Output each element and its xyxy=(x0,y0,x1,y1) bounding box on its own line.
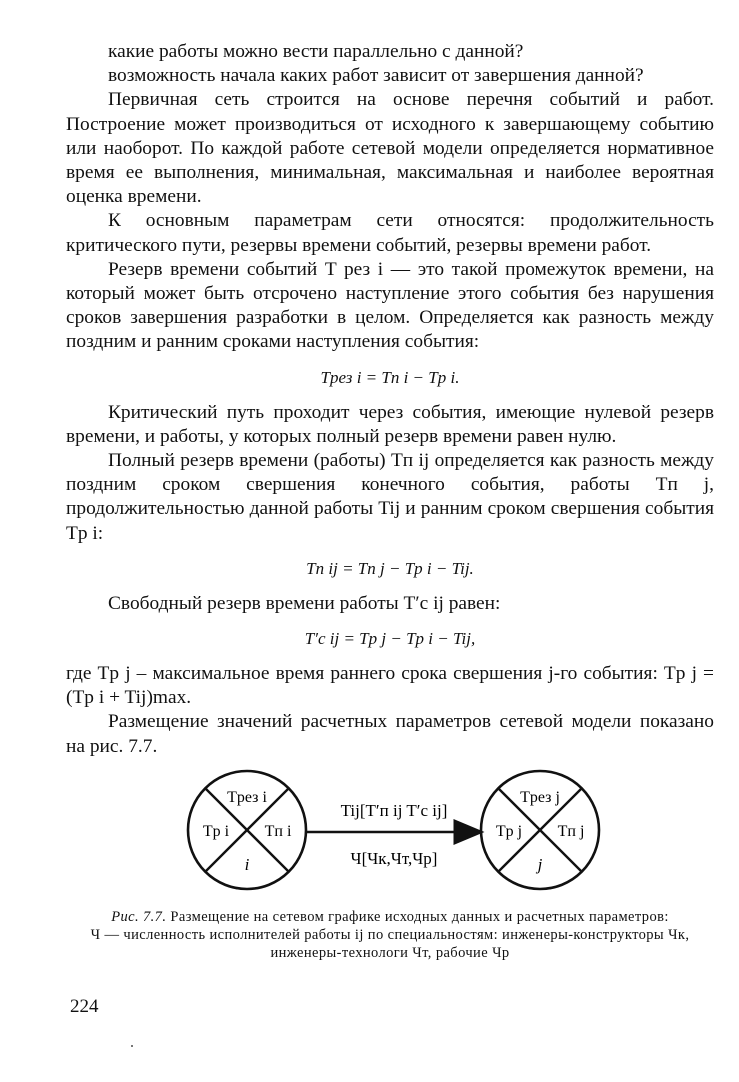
caption-line-2: Ч — численность исполнителей работы ij по специальностям: инженеры-конструкторы Чк, инженеры-технологи Чт, рабочие Чр xyxy=(90,927,690,961)
formula: Tп ij = Tп j − Tр i − Tij. xyxy=(306,558,474,578)
figure-caption xyxy=(80,908,700,962)
formula: T′с ij = Tр j − Tр i − Tij, xyxy=(304,629,476,649)
right-event-node xyxy=(481,771,599,889)
paragraph: К основным параметрам сети относятся: продолжительность критического пути, резервы времени событий, резервы времени работ. xyxy=(66,210,714,256)
left-node-left: Tр i xyxy=(202,823,230,840)
paragraph: Свободный резерв времени работы T′с ij равен: xyxy=(108,592,501,614)
paragraph: возможность начала каких работ зависит от завершения данной? xyxy=(108,65,644,87)
right-node-right: Tп j xyxy=(557,823,585,840)
right-node-left: Tр j xyxy=(495,823,523,840)
left-node-top: Tрез i xyxy=(227,789,267,806)
page-text xyxy=(66,40,714,759)
paragraph: Резерв времени событий T рез i — это такой промежуток времени, на который может быть отсрочено наступление этого события без нарушения сроков завершения разработки в целом. Определяется как разность между поздним и ранним сроками наступления события: xyxy=(66,258,714,353)
right-node-top: Tрез j xyxy=(520,789,560,806)
paragraph: где Tр j – максимальное время раннего срока свершения j-го события: Tр j = (Tр i + Tij)max. xyxy=(66,663,714,709)
paragraph: Первичная сеть строится на основе перечня событий и работ. Построение может производиться от исходного к завершающему событию или наоборот. По каждой работе сетевой модели определяется нормативное время ее выполнения, минимальная, максимальная и наиболее вероятная оценка времени. xyxy=(66,89,714,208)
right-node-bottom: j xyxy=(537,855,543,874)
caption-line-1: Размещение на сетевом графике исходных данных и расчетных параметров: xyxy=(170,909,669,925)
left-event-node xyxy=(188,771,306,889)
left-node-right: Tп i xyxy=(264,823,292,840)
formula: Tрез i = Tп i − Tр i. xyxy=(320,367,460,387)
network-diagram xyxy=(0,740,739,910)
left-node-bottom: i xyxy=(244,855,250,874)
paragraph: Размещение значений расчетных параметров сетевой модели показано на рис. 7.7. xyxy=(66,711,714,757)
paragraph: какие работы можно вести параллельно с данной? xyxy=(108,41,524,62)
arrow-top-label: Tij[T′п ij T′с ij] xyxy=(340,801,448,820)
figure-label: Рис. 7.7. xyxy=(111,909,167,925)
paragraph: Критический путь проходит через события, имеющие нулевой резерв времени, и работы, у которых полный резерв времени равен нулю. xyxy=(66,401,714,447)
page-number: 224 xyxy=(70,996,99,1017)
arrow-bottom-label: Ч[Чк,Чт,Чр] xyxy=(350,849,438,868)
scan-speck xyxy=(131,1045,133,1047)
paragraph: Полный резерв времени (работы) Tп ij определяется как разность между поздним сроком свершения конечного события, работы Tп j, продолжительностью данной работы Tij и ранним сроком свершения события Tр i: xyxy=(66,450,714,544)
